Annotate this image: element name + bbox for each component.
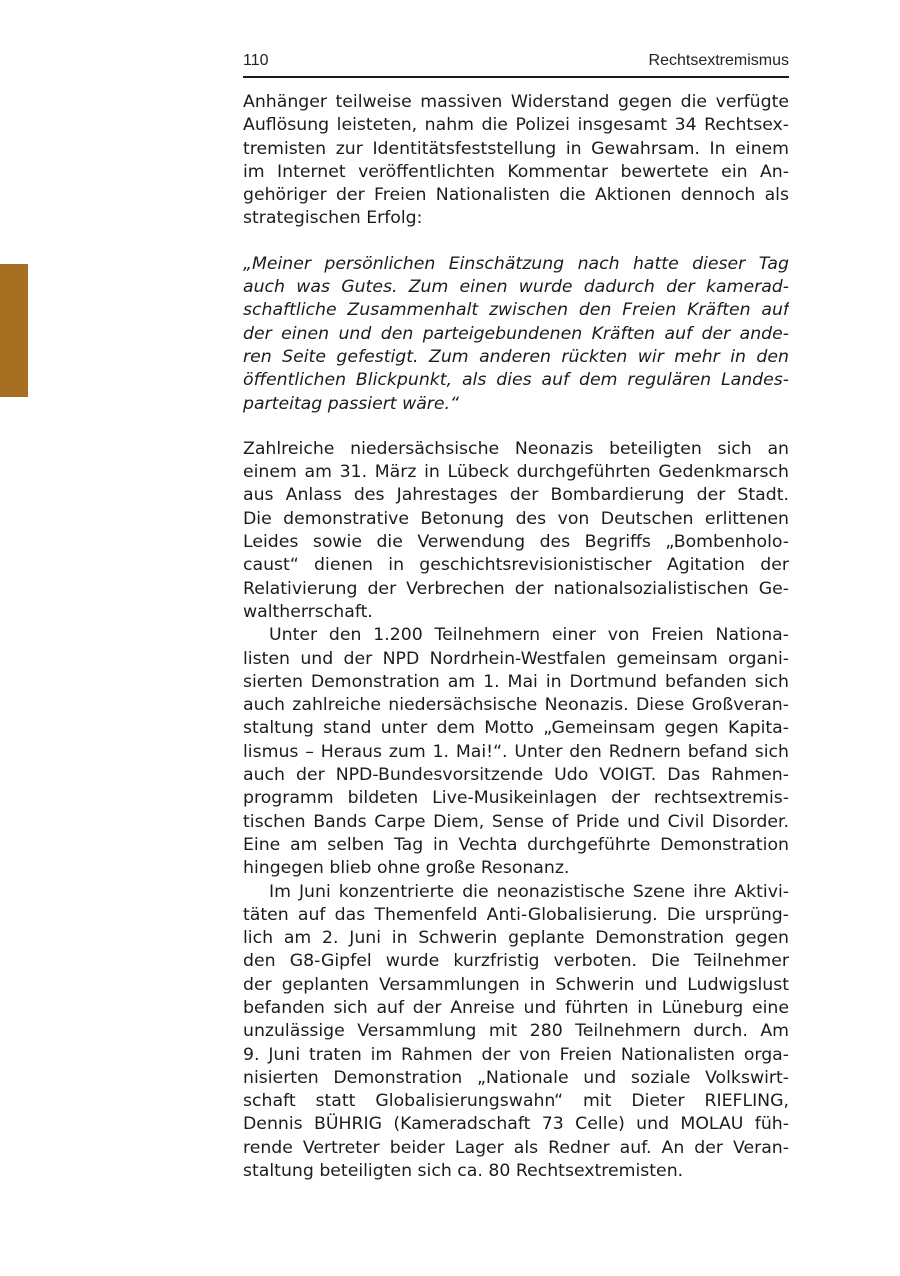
paragraph (243, 438, 789, 624)
running-header (243, 52, 789, 70)
text-line: sierten Demonstration am 1. Mai in Dortmund befanden sich (243, 671, 789, 692)
text-line: Relativierung der Verbrechen der nationalsozialistischen Ge- (243, 578, 789, 599)
text-line: täten auf das Themenfeld Anti-Globalisierung. Die ursprüng- (243, 904, 789, 925)
text-line: den G8-Gipfel wurde kurzfristig verboten. Die Teilnehmer (243, 951, 789, 972)
paragraph-gap (243, 416, 789, 438)
paragraph-gap (243, 231, 789, 253)
text-line: Dennis BÜHRIG (Kameradschaft 73 Celle) und MOLAU füh- (243, 1114, 789, 1135)
text-line: Eine am selben Tag in Vechta durchgeführte Demonstration (243, 834, 789, 855)
text-line: öffentlichen Blickpunkt, als dies auf dem regulären Landes- (243, 370, 789, 391)
text-line: ren Seite gefestigt. Zum anderen rückten wir mehr in den (243, 346, 789, 367)
text-line: rende Vertreter beider Lager als Redner auf. An der Veran- (243, 1137, 789, 1158)
text-line: unzulässige Versammlung mit 280 Teilnehmern durch. Am (243, 1021, 789, 1042)
text-line: Anhänger teilweise massiven Widerstand gegen die verfügte (243, 92, 789, 112)
text-line: nisierten Demonstration „Nationale und soziale Volkswirt- (243, 1067, 789, 1088)
page-body (243, 91, 789, 1183)
text-line: lismus – Heraus zum 1. Mai!“. Unter den Rednern befand sich (243, 741, 789, 762)
text-line: schaftliche Zusammenhalt zwischen den Freien Kräften auf (243, 300, 789, 321)
text-line: programm bildeten Live-Musikeinlagen der rechtsextremis- (243, 788, 789, 809)
text-line: 9. Juni traten im Rahmen der von Freien Nationalisten orga- (243, 1044, 789, 1065)
text-line: listen und der NPD Nordrhein-Westfalen gemeinsam organi- (243, 648, 789, 669)
paragraph (243, 881, 789, 1184)
text-line: „Meiner persönlichen Einschätzung nach hatte dieser Tag (243, 253, 789, 274)
text-line: auch zahlreiche niedersächsische Neonazis. Diese Großveran- (243, 695, 789, 716)
text-line: lich am 2. Juni in Schwerin geplante Demonstration gegen (243, 928, 789, 949)
text-line: caust“ dienen in geschichtsrevisionistischer Agitation der (243, 555, 789, 576)
text-line: im Internet veröffentlichten Kommentar bewertete ein An- (243, 161, 789, 182)
text-line: strategischen Erfolg: (243, 208, 423, 229)
text-line: Leides sowie die Verwendung des Begriffs „Bombenholo- (243, 532, 789, 553)
text-line: waltherrschaft. (243, 601, 373, 622)
text-line: parteitag passiert wäre.“ (243, 393, 459, 414)
text-line: staltung beteiligten sich ca. 80 Rechtsextremisten. (243, 1161, 684, 1182)
block-quote (243, 253, 789, 416)
text-line: befanden sich auf der Anreise und führten in Lüneburg eine (243, 997, 789, 1018)
header-rule (243, 76, 789, 78)
text-line: Zahlreiche niedersächsische Neonazis beteiligten sich an (243, 438, 789, 459)
text-line: aus Anlass des Jahrestages der Bombardierung der Stadt. (243, 485, 789, 506)
text-line: schaft statt Globalisierungswahn“ mit Dieter RIEFLING, (243, 1091, 789, 1112)
chapter-tab-marker (0, 264, 28, 397)
text-line: einem am 31. März in Lübeck durchgeführten Gedenkmarsch (243, 462, 789, 483)
paragraph (243, 624, 789, 880)
text-line: tremisten zur Identitätsfeststellung in Gewahrsam. In einem (243, 138, 789, 159)
text-line: der einen und den parteigebundenen Kräften auf der ande- (243, 323, 789, 344)
text-line: Unter den 1.200 Teilnehmern einer von Freien Nationa- (269, 625, 789, 646)
text-line: Die demonstrative Betonung des von Deutschen erlittenen (243, 508, 789, 529)
text-line: gehöriger der Freien Nationalisten die Aktionen dennoch als (243, 185, 789, 206)
text-line: Im Juni konzentrierte die neonazistische Szene ihre Aktivi- (269, 881, 789, 902)
running-title: Rechtsextremismus (648, 52, 789, 69)
page-number: 110 (243, 52, 269, 69)
paragraph (243, 91, 789, 231)
text-line: Auflösung leisteten, nahm die Polizei insgesamt 34 Rechtsex- (243, 115, 789, 136)
text-line: staltung stand unter dem Motto „Gemeinsam gegen Kapita- (243, 718, 789, 739)
text-line: auch der NPD-Bundesvorsitzende Udo VOIGT. Das Rahmen- (243, 765, 789, 786)
text-line: der geplanten Versammlungen in Schwerin und Ludwigslust (243, 974, 789, 995)
text-line: auch was Gutes. Zum einen wurde dadurch der kamerad- (243, 277, 789, 298)
text-line: tischen Bands Carpe Diem, Sense of Pride und Civil Disorder. (243, 811, 789, 832)
text-line: hingegen blieb ohne große Resonanz. (243, 858, 570, 879)
